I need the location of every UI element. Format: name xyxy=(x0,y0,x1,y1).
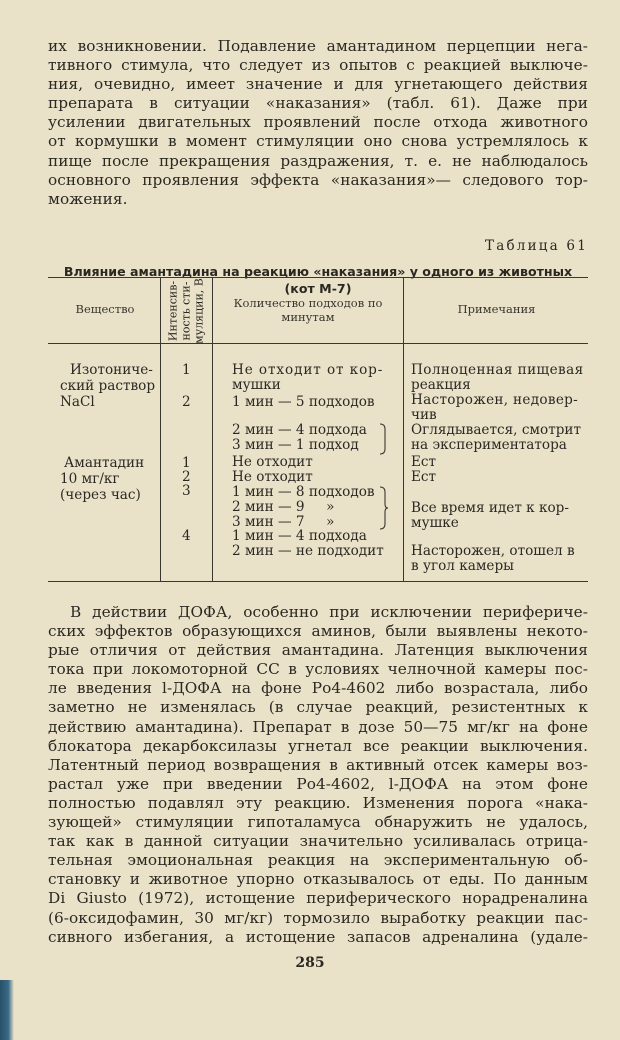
note-cell: Все время идет к кор- xyxy=(411,500,569,516)
text-line: ских эффектов образующихся аминов, были выявлены некото- xyxy=(48,622,588,641)
count-cell: 1 мин — 8 подходов xyxy=(232,484,375,500)
intensity-cell: 2 xyxy=(182,469,191,485)
text-line: зующей» стимуляции гипоталамуса обнаружить не удалось, xyxy=(48,813,588,832)
text-line: тивного стимула, что следует из опытов с реакцией выключе- xyxy=(48,56,588,75)
note-cell: Ест xyxy=(411,469,437,485)
note-cell: реакция xyxy=(411,377,471,393)
count-cell: Не отходит xyxy=(232,469,313,485)
table-top-rule xyxy=(48,277,588,278)
note-cell: Насторожен, недовер- xyxy=(411,392,579,408)
intensity-cell: 4 xyxy=(182,528,191,544)
text-line: сивного избегания, а истощение запасов адреналина (удале- xyxy=(48,927,588,946)
note-cell: Полноценная пищевая xyxy=(411,362,584,378)
substance-cell: ский раствор xyxy=(60,378,156,394)
column-divider xyxy=(212,277,213,581)
header-notes: Примечания xyxy=(457,302,536,316)
header-intensity-text: Интенсив- ность сти- муляции, В xyxy=(166,277,206,344)
count-cell: 2 мин — не подходит xyxy=(232,543,384,559)
count-cell: 3 мин — 7 » xyxy=(232,514,335,530)
count-cell: 2 мин — 4 подхода xyxy=(232,422,367,438)
table-bottom-rule xyxy=(48,581,588,582)
text-line: их возникновении. Подавление амантадином перцепции нега- xyxy=(48,37,588,55)
text-line: действию амантадина). Препарат в дозе 50—75 мг/кг на фоне xyxy=(48,717,588,736)
intensity-cell: 3 xyxy=(182,483,191,499)
count-cell: Не отходит от кор- xyxy=(232,362,384,378)
brace-icon xyxy=(376,423,390,455)
note-cell: в угол камеры xyxy=(411,558,514,574)
text-line: полностью подавлял эту реакцию. Изменения порога «нака- xyxy=(48,793,588,812)
text-line: Латентный период возвращения в активный отсек камеры воз- xyxy=(48,755,588,774)
text-line: препарата в ситуации «наказания» (табл. 61). Даже при xyxy=(48,94,588,113)
intensity-cell: 2 xyxy=(182,394,191,410)
top-paragraph xyxy=(48,37,588,209)
table-header-rule xyxy=(48,343,588,344)
brace-icon xyxy=(376,486,390,530)
text-line: тельная эмоциональная реакция на экспериментальную об- xyxy=(48,851,588,870)
text-line: от кормушки в момент стимуляции оно снова устремлялось к xyxy=(48,132,588,151)
text-line: основного проявления эффекта «наказания»— следового тор- xyxy=(48,170,588,189)
intensity-cell: 1 xyxy=(182,362,191,378)
substance-cell: Амантадин xyxy=(64,455,145,471)
note-cell: Насторожен, отошел в xyxy=(411,543,575,559)
count-cell: 3 мин — 1 подход xyxy=(232,437,359,453)
text-line: заметно не изменялась (в случае реакций, резистентных к xyxy=(48,698,588,717)
text-line: становку и животное упорно отказывалось от еды. По данным xyxy=(48,870,588,889)
column-divider xyxy=(403,277,404,581)
note-cell: на экспериментатора xyxy=(411,437,567,453)
table-caption-line: Влияние амантадина на реакцию «наказания» у одного из животных xyxy=(63,264,573,279)
substance-cell: NaCl xyxy=(60,394,95,410)
text-line: блокатора декарбоксилазы угнетал все реакции выключения. xyxy=(48,736,588,755)
note-cell: Ест xyxy=(411,454,437,470)
count-cell: 2 мин — 9 » xyxy=(232,499,335,515)
page-number: 285 xyxy=(295,955,325,971)
count-cell: 1 мин — 5 подходов xyxy=(232,394,375,410)
text-line: усилении двигательных проявлений после отхода животного xyxy=(48,113,588,132)
count-cell: 1 мин — 4 подхода xyxy=(232,528,367,544)
table-caption xyxy=(48,264,588,297)
note-cell: чив xyxy=(411,407,437,423)
text-line: В действии ДОФА, особенно при исключении перифериче- xyxy=(70,603,588,621)
book-spine-edge xyxy=(0,980,14,1040)
header-intensity xyxy=(161,279,211,342)
count-cell: мушки xyxy=(232,377,281,393)
note-cell: мушке xyxy=(411,515,459,531)
bottom-paragraph xyxy=(48,603,588,947)
text-line: пище после прекращения раздражения, т. е. не наблюдалось xyxy=(48,151,588,170)
text-line: Di Giusto (1972), истощение периферического норадреналина xyxy=(48,889,588,908)
text-line: рые отличия от действия амантадина. Латенция выключения xyxy=(48,641,588,660)
table-caption-line: (кот М-7) xyxy=(284,280,352,296)
intensity-cell: 1 xyxy=(182,455,191,471)
substance-cell: Изотониче- xyxy=(70,362,153,378)
text-line: (6-оксидофамин, 30 мг/кг) тормозило выработку реакции пас- xyxy=(48,908,588,927)
text-line: можения. xyxy=(48,189,128,208)
text-line: тока при локомоторной СС в условиях челночной камеры пос- xyxy=(48,660,588,679)
text-line: ле введения l-ДОФА на фоне Ро4-4602 либо возрастала, либо xyxy=(48,679,588,698)
substance-cell: 10 мг/кг xyxy=(60,471,120,487)
text-line: ния, очевидно, имеет значение и для угнетающего действия xyxy=(48,75,588,94)
substance-cell: (через час) xyxy=(60,487,141,503)
count-cell: Не отходит xyxy=(232,454,313,470)
text-line: растал уже при введении Ро4-4602, l-ДОФА на этом фоне xyxy=(48,774,588,793)
header-count: Количество подходов по минутам xyxy=(233,296,383,324)
text-line: так как в данной ситуации значительно усиливалась отрица- xyxy=(48,832,588,851)
note-cell: Оглядывается, смотрит xyxy=(411,422,581,438)
table-label: Таблица 61 xyxy=(485,238,588,254)
header-substance: Вещество xyxy=(75,302,135,316)
